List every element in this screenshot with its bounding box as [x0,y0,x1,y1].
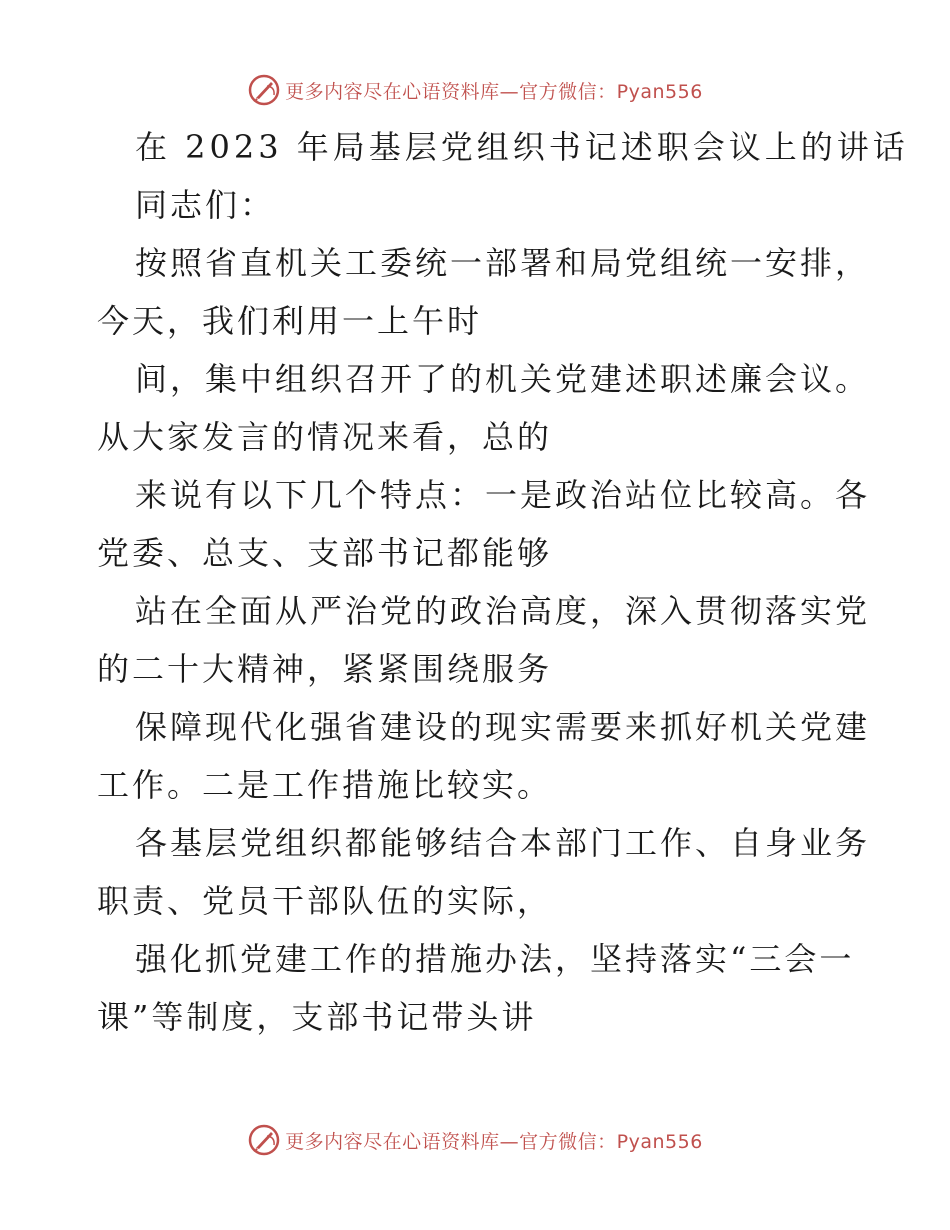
paragraph-line: 工作。二是工作措施比较实。 [97,766,553,804]
header-banner [0,70,950,110]
paragraph-line: 强化抓党建工作的措施办法，坚持落实“三会一 [135,940,855,978]
paragraph-line: 同志们： [135,186,276,224]
paragraph-line: 职责、党员干部队伍的实际， [97,882,553,920]
footer-banner [0,1120,950,1160]
paragraph-line: 按照省直机关工委统一部署和局党组统一安排， [135,244,871,282]
paragraph-line: 来说有以下几个特点：一是政治站位比较高。各 [135,476,871,514]
paragraph-line: 从大家发言的情况来看，总的 [97,418,553,456]
paragraph-line: 今天，我们利用一上午时 [97,302,483,340]
paragraph-line: 各基层党组织都能够结合本部门工作、自身业务 [135,824,871,862]
paragraph-line: 的二十大精神，紧紧围绕服务 [97,650,553,688]
paragraph-line: 保障现代化强省建设的现实需要来抓好机关党建 [135,708,871,746]
document-title: 在 2023 年局基层党组织书记述职会议上的讲话 [135,128,909,166]
quill-logo-icon [247,1123,281,1157]
header-banner-text: 更多内容尽在心语资料库—官方微信：Pyan556 [285,80,703,103]
paragraph-line: 课”等制度，支部书记带头讲 [97,998,537,1036]
footer-banner-text: 更多内容尽在心语资料库—官方微信：Pyan556 [285,1130,703,1153]
paragraph-line: 间，集中组织召开了的机关党建述职述廉会议。 [135,360,871,398]
paragraph-line: 党委、总支、支部书记都能够 [97,534,553,572]
document-body [97,118,909,1046]
paragraph-line: 站在全面从严治党的政治高度，深入贯彻落实党 [135,592,871,630]
quill-logo-icon [247,73,281,107]
